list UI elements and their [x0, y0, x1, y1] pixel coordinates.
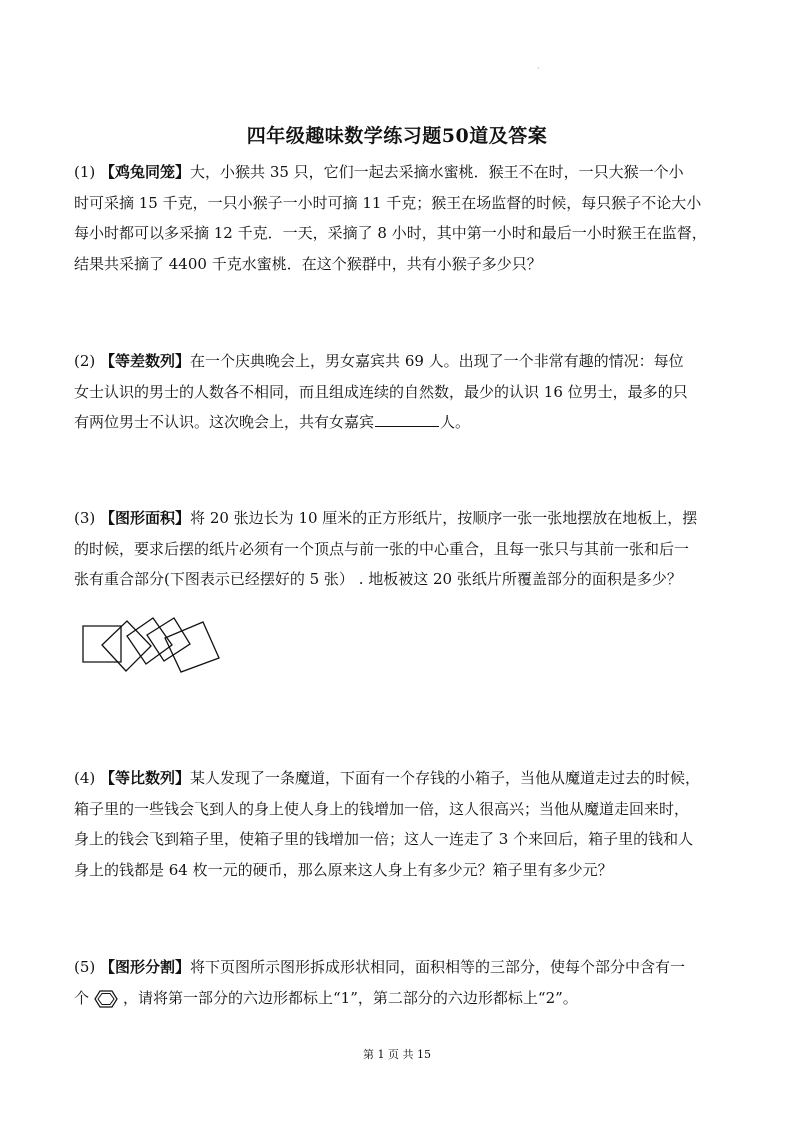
answer-blank[interactable]: [375, 412, 439, 427]
question-number: (4): [74, 769, 96, 787]
question-5-line: [74, 952, 724, 983]
square-5: [165, 622, 219, 672]
question-text: 在一个庆典晚会上，男女嘉宾共 69 人。出现了一个非常有趣的情况：每位: [190, 352, 684, 370]
question-1-line: [74, 157, 724, 188]
question-number: (2): [74, 352, 96, 370]
question-2-line: [74, 346, 724, 377]
question-text: 的时候，要求后摆的纸片必须有一个顶点与前一张的中心重合，且每一张只与其前一张和后一: [74, 539, 690, 558]
question-2-last-line: [74, 407, 724, 438]
question-1: [74, 157, 724, 279]
question-2: [74, 346, 724, 438]
question-text: 身上的钱会飞到箱子里，使箱子里的钱增加一倍；这人一连走了 3 个来回后，箱子里的钱和人: [74, 830, 694, 848]
question-5-line-2: [74, 983, 724, 1014]
question-tag: 【等差数列】: [100, 352, 191, 370]
question-tag: 【鸡兔同笼】: [100, 163, 191, 181]
question-text: 女士认识的男士的人数各不相同，而且组成连续的自然数，最少的认识 16 位男士，最多的只: [74, 382, 688, 401]
page-title: 四年级趣味数学练习题50道及答案: [246, 125, 548, 147]
question-number: (5): [74, 958, 96, 976]
page-footer: 第 1 页 共 15: [363, 1048, 431, 1061]
question-text: 每小时都可以多采摘 12 千克．一天，采摘了 8 小时，其中第一小时和最后一小时猴王在监督，: [74, 224, 707, 242]
question-number: (3): [74, 509, 96, 527]
question-text: 箱子里的一些钱会飞到人的身上使人身上的钱增加一倍，这人很高兴；当他从魔道走回来时，: [74, 799, 690, 818]
question-text: 结果共采摘了 4400 千克水蜜桃．在这个猴群中，共有小猴子多少只？: [74, 254, 542, 273]
question-text: 张有重合部分(下图表示已经摆好的 5 张） . 地板被这 20 张纸片所覆盖部分的面积是多少？: [74, 570, 682, 588]
question-5: [74, 952, 724, 1013]
question-tag: 【等比数列】: [100, 769, 191, 787]
overlapping-squares-figure: [80, 614, 230, 684]
question-text: 人。: [440, 413, 471, 431]
question-text: 身上的钱都是 64 枚一元的硬币，那么原来这人身上有多少元？箱子里有多少元？: [74, 860, 613, 879]
question-text: 有两位男士不认识。这次晚会上，共有女嘉宾: [74, 413, 375, 431]
question-text: 时可采摘 15 千克，一只小猴子一小时可摘 11 千克；猴王在场监督的时候，每只猴子不论大小: [74, 193, 702, 212]
question-text: 某人发现了一条魔道，下面有一个存钱的小箱子，当他从魔道走过去的时候，: [190, 769, 701, 787]
question-text: ，请将第一部分的六边形都标上“1”，第二部分的六边形都标上“2”。: [123, 988, 578, 1007]
question-tag: 【图形面积】: [100, 509, 191, 527]
question-text: 将下页图所示图形拆成形状相同，面积相等的三部分，使每个部分中含有一: [190, 958, 686, 976]
question-text: 大，小猴共 35 只，它们一起去采摘水蜜桃．猴王不在时，一只大猴一个小: [190, 163, 684, 181]
corner-mark: ·: [537, 64, 540, 73]
question-4-line: [74, 763, 724, 794]
question-3-line: [74, 503, 724, 534]
question-tag: 【图形分割】: [100, 958, 191, 976]
question-4: [74, 763, 724, 885]
question-number: (1): [74, 163, 96, 181]
question-text: 将 20 张边长为 10 厘米的正方形纸片，按顺序一张一张地摆放在地板上，摆: [190, 509, 698, 527]
question-text: 个: [74, 988, 90, 1007]
square-2: [102, 621, 151, 671]
question-3: [74, 503, 724, 595]
square-3: [127, 618, 172, 664]
hexagon-icon: [93, 989, 119, 1009]
